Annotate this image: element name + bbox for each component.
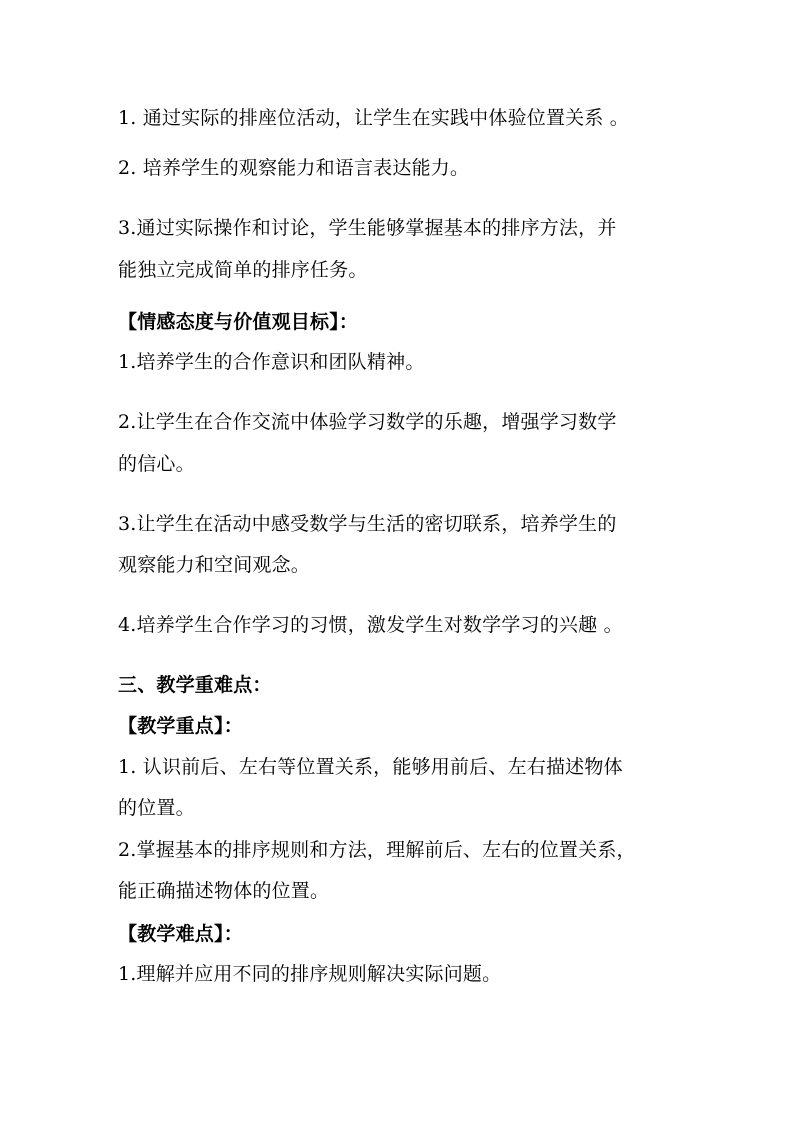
key-point-2-part-1: 2.掌握基本的排序规则和方法，理解前后、左右的位置关系， [118,839,636,861]
key-point-2-part-2: 能正确描述物体的位置。 [118,880,330,902]
key-point-1-part-1: 1. 认识前后、左右等位置关系，能够用前后、左右描述物体 [118,756,623,778]
emotion-goal-2-part-1: 2.让学生在合作交流中体验学习数学的乐趣，增强学习数学 [118,411,617,433]
key-points-heading: 【教学重点】： [118,715,243,737]
objective-line-1: 1. 通过实际的排座位活动，让学生在实践中体验位置关系 。 [118,107,630,129]
difficult-points-heading: 【教学难点】： [118,923,243,945]
emotion-goal-3-part-1: 3.让学生在活动中感受数学与生活的密切联系，培养学生的 [118,513,617,535]
objective-line-3-part-2: 能独立完成简单的排序任务。 [118,259,368,281]
emotion-goal-4: 4.培养学生合作学习的习惯，激发学生对数学学习的兴趣 。 [118,614,623,636]
emotion-goal-3-part-2: 观察能力和空间观念。 [118,554,311,576]
emotion-goal-2-part-2: 的信心。 [118,453,195,475]
key-point-1-part-2: 的位置。 [118,797,195,819]
emotion-goal-1: 1.培养学生的合作意识和团队精神。 [118,351,425,373]
objective-line-2: 2. 培养学生的观察能力和语言表达能力。 [118,157,470,179]
section-3-heading: 三、教学重难点： [118,674,272,696]
difficult-point-1: 1.理解并应用不同的排序规则解决实际问题。 [118,963,502,985]
objective-line-3-part-1: 3.通过实际操作和讨论，学生能够掌握基本的排序方法，并 [118,217,617,239]
emotion-goals-heading: 【情感态度与价值观目标】： [118,311,359,333]
